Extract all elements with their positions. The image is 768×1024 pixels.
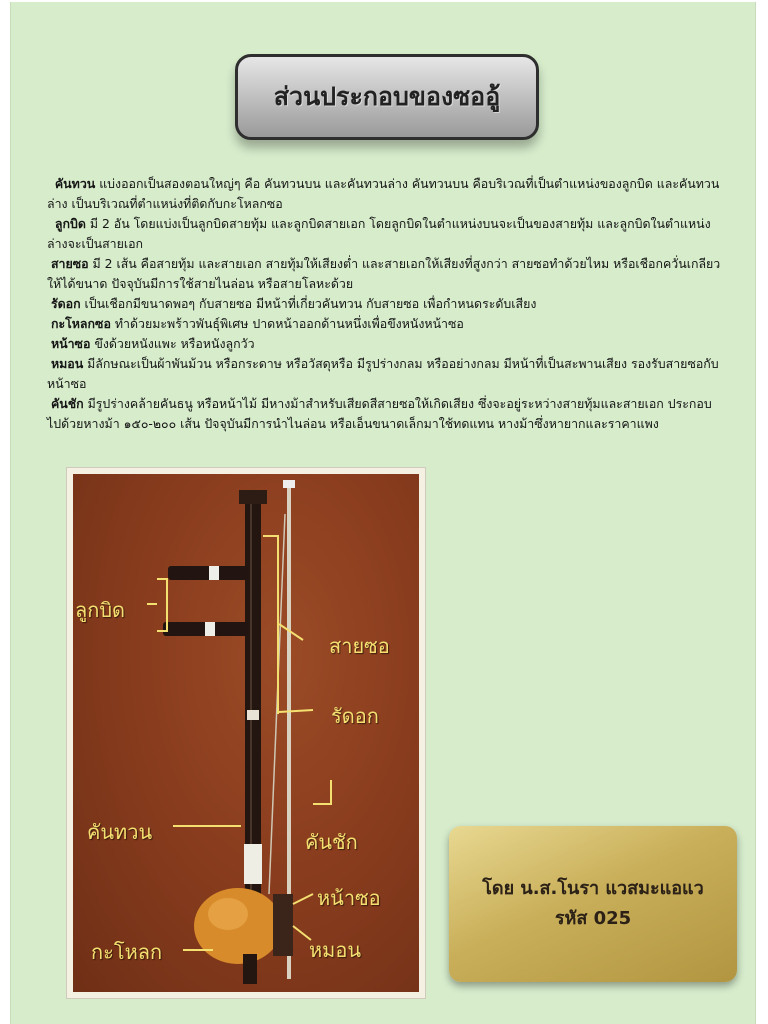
term-text: ทำด้วยมะพร้าวพันธุ์พิเศษ ปาดหน้าออกด้านหนึ่งเพื่อขึงหนังหน้าซอ <box>110 316 464 331</box>
term-text: มี 2 เส้น คือสายทุ้ม และสายเอก สายทุ้มให้เสียงต่ำ และสายเอกให้เสียงที่สูงกว่า สายซอทำด้วยไหม หรือเชือกควั่นเกลียวให้ได้ขนาด ปัจจุบันมีการใช้สายไนล่อน หรือสายโลหะด้วย <box>47 256 721 291</box>
description-paragraph <box>47 254 721 294</box>
page-title: ส่วนประกอบของซออู้ <box>273 82 501 111</box>
label-bridge: หมอน <box>309 938 362 962</box>
term-label: หน้าซอ <box>50 336 91 351</box>
description-paragraph <box>47 354 721 394</box>
label-strings: สายซอ <box>329 634 390 658</box>
label-bow: คันชัก <box>305 830 358 854</box>
bow-tip <box>283 480 295 488</box>
label-body: กะโหลก <box>91 940 163 964</box>
soundboard <box>273 894 293 956</box>
neck-top <box>239 490 267 504</box>
document-page <box>10 2 756 1024</box>
term-label: รัดอก <box>50 296 81 311</box>
label-soundboard: หน้าซอ <box>317 886 381 910</box>
author-card <box>449 826 737 982</box>
term-text: มีรูปร่างคล้ายคันธนู หรือหน้าไม้ มีหางม้าสำหรับเสียดสีสายซอให้เกิดเสียง ซึ่งจะอยู่ระหว่างสายทุ้มและสายเอก ประกอบไปด้วยหางม้า ๑๕๐-๒๐๐ เส้น ปัจจุบันมีการนำไนล่อน หรือเอ็นขนาดเล็กมาใช้ทดแทน หางม้าซึ่งหายากและราคาแพง <box>47 396 712 431</box>
term-label: คันชัก <box>50 396 84 411</box>
instrument-photo <box>73 474 419 992</box>
term-text: แบ่งออกเป็นสองตอนใหญ่ๆ คือ คันทวนบน และคันทวนล่าง คันทวนบน คือบริเวณที่เป็นตำแหน่งของลูกบิด และคันทวนล่าง เป็นบริเวณที่ตำแหน่งที่ติดกับกะโหลกซอ <box>47 176 720 211</box>
author-name: โดย น.ส.โนรา แวสมะแอแว <box>482 878 704 899</box>
description-paragraph <box>47 334 721 354</box>
term-text: มีลักษณะเป็นผ้าพันม้วน หรือกระดาษ หรือวัสดุหรือ มีรูปร่างกลม หรืออย่างกลม มีหน้าที่เป็นสะพานเสียง รองรับสายซอกับหน้าซอ <box>47 356 719 391</box>
description-paragraph <box>47 294 721 314</box>
term-label: ลูกบิด <box>54 216 86 231</box>
term-text: ขึงด้วยหนังแพะ หรือหนังลูกวัว <box>90 336 255 351</box>
term-label: คันทวน <box>54 176 96 191</box>
description-paragraph <box>47 174 721 214</box>
string-loop <box>247 710 259 720</box>
term-label: กะโหลกซอ <box>50 316 111 331</box>
author-id: รหัส 025 <box>554 908 632 929</box>
label-tuning-pegs: ลูกบิด <box>75 598 126 622</box>
term-text: มี 2 อัน โดยแบ่งเป็นลูกบิดสายทุ้ม และลูกบิดสายเอก โดยลูกบิดในตำแหน่งบนจะเป็นของสายทุ้ม และลูกบิดในตำแหน่งล่างจะเป็นสายเอก <box>47 216 711 251</box>
title-banner <box>235 54 539 140</box>
description-text <box>47 174 721 434</box>
instrument-illustration <box>73 474 419 992</box>
label-string-loop: รัดอก <box>331 704 379 728</box>
description-paragraph <box>47 394 721 434</box>
instrument-photo-frame <box>66 467 426 999</box>
label-neck: คันทวน <box>87 820 153 844</box>
peg-upper <box>168 566 248 580</box>
term-label: หมอน <box>50 356 84 371</box>
term-label: สายซอ <box>50 256 89 271</box>
description-paragraph <box>47 314 721 334</box>
neck-base <box>244 844 262 884</box>
description-paragraph <box>47 214 721 254</box>
term-text: เป็นเชือกมีขนาดพอๆ กับสายซอ มีหน้าที่เกี่ยวคันทวน กับสายซอ เพื่อกำหนดระดับเสียง <box>80 296 537 311</box>
